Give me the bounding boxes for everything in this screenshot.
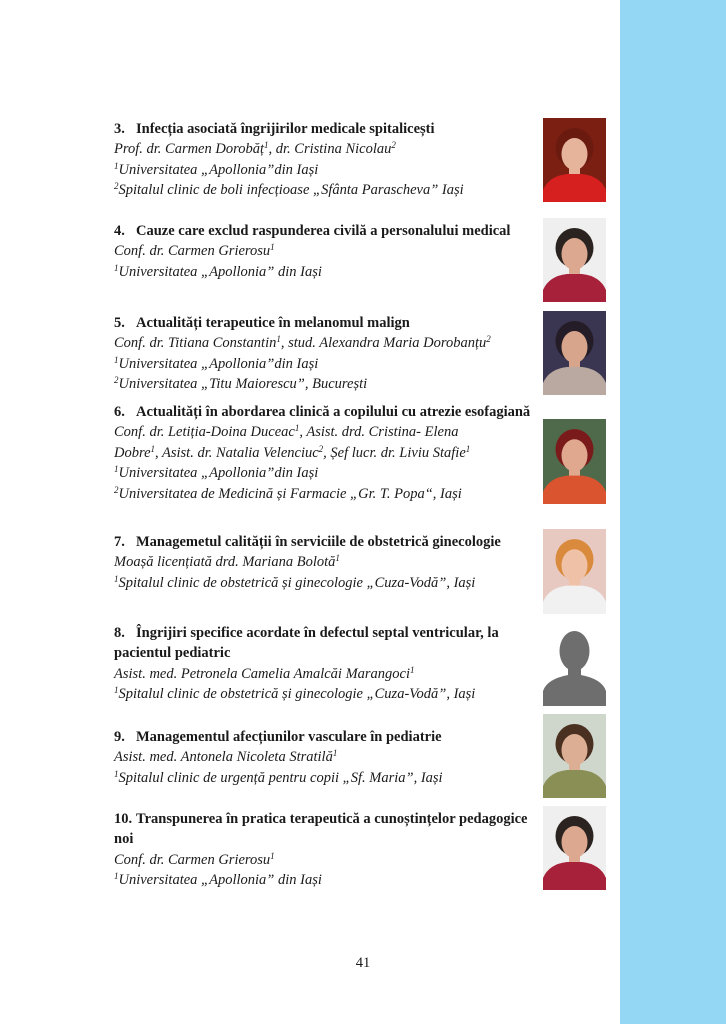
entry-detail-line: [114, 684, 534, 704]
detail-text: , Șef lucr. dr. Liviu Stafie: [323, 444, 466, 461]
affiliation-index: 2: [114, 181, 119, 192]
page-number: 41: [355, 955, 371, 971]
entry-detail-line: [114, 422, 534, 442]
detail-text: , Asist. drd. Cristina- Elena: [299, 424, 459, 441]
author-photo: [543, 118, 606, 202]
affiliation-index: 2: [114, 484, 119, 495]
affiliation-index: 1: [114, 160, 119, 171]
entry-detail-line: [114, 552, 534, 572]
detail-text: Spitalul clinic de boli infecțioase „Sfânta Parascheva” Iași: [118, 182, 464, 199]
affiliation-index: 1: [114, 464, 119, 475]
affiliation-index: 1: [150, 443, 156, 454]
detail-text: Asist. med. Petronela Camelia Amalcăi Marangoci: [114, 665, 411, 682]
detail-text: Universitatea „Apollonia”din Iași: [118, 355, 319, 372]
entry-details: [114, 333, 534, 394]
detail-text: Universitatea „Apollonia” din Iași: [118, 872, 322, 889]
detail-text: , dr. Cristina Nicolau: [268, 141, 392, 158]
entry-title: 4. Cauze care exclud raspunderea civilă a personalului medical: [114, 223, 511, 239]
entry-detail-line: [114, 333, 534, 353]
affiliation-index: 1: [263, 140, 269, 151]
entry-detail-line: [114, 463, 534, 483]
entry-title: 6. Actualități în abordarea clinică a copilului cu atrezie esofagiană: [114, 404, 531, 420]
entry-10: [114, 809, 534, 891]
affiliation-index: 2: [114, 375, 119, 386]
detail-text: Dobre: [114, 444, 151, 461]
entry-detail-line: [114, 768, 534, 788]
entry-4: [114, 221, 534, 282]
affiliation-index: 1: [332, 748, 338, 759]
entry-title: 3. Infecția asociată îngrijirilor medicale spitalicești: [114, 121, 435, 137]
affiliation-index: 1: [410, 664, 415, 675]
affiliation-index: 2: [486, 334, 491, 345]
affiliation-index: 2: [318, 443, 324, 454]
detail-text: Conf. dr. Titiana Constantin: [114, 335, 277, 352]
detail-text: Spitalul clinic de urgență pentru copii „Sf. Maria”, Iași: [118, 769, 443, 786]
entry-detail-line: [114, 354, 534, 374]
entry-detail-line: [114, 139, 534, 159]
entry-6: [114, 402, 534, 504]
author-photo: [543, 714, 606, 798]
affiliation-index: 1: [114, 354, 119, 365]
affiliation-index: 1: [276, 334, 281, 345]
entry-detail-line: [114, 180, 534, 200]
entry-title: 5. Actualități terapeutice în melanomul malign: [114, 315, 410, 331]
entry-detail-line: [114, 664, 534, 684]
affiliation-index: 2: [391, 140, 396, 151]
affiliation-index: 1: [114, 871, 119, 882]
author-photo: [543, 419, 606, 504]
entry-details: [114, 552, 534, 593]
entry-detail-line: [114, 262, 534, 282]
decorative-side-bar: [620, 0, 726, 1024]
entry-details: [114, 850, 534, 891]
entry-title: 7. Managemetul calității în serviciile de obstetrică ginecologie: [114, 534, 501, 550]
affiliation-index: 1: [465, 443, 471, 454]
author-photo: [543, 529, 606, 614]
author-photo: [543, 218, 606, 302]
affiliation-index: 1: [270, 242, 275, 253]
author-photo-placeholder: [543, 621, 606, 706]
entry-title: 9. Managementul afecțiunilor vasculare în pediatrie: [114, 729, 442, 745]
detail-text: Universitatea „Apollonia”din Iași: [118, 465, 319, 482]
affiliation-index: 1: [270, 850, 275, 861]
entry-7: [114, 532, 534, 593]
entry-title: 8. Îngrijiri specifice acordate în defectul septal ventricular, la pacientul pediatric: [114, 625, 499, 662]
entry-9: [114, 727, 534, 788]
entry-title: 10. Transpunerea în pratica terapeutică a cunoștințelor pedagogice noi: [114, 811, 528, 848]
entry-detail-line: [114, 850, 534, 870]
entry-detail-line: [114, 573, 534, 593]
entry-details: [114, 139, 534, 200]
detail-text: Conf. dr. Carmen Grierosu: [114, 243, 271, 260]
detail-text: Spitalul clinic de obstetrică și ginecologie „Cuza-Vodă”, Iași: [118, 686, 476, 703]
affiliation-index: 1: [335, 553, 340, 564]
entry-detail-line: [114, 160, 534, 180]
entry-details: [114, 664, 534, 705]
entry-8: [114, 623, 534, 705]
entry-detail-line: [114, 443, 534, 463]
detail-text: Universitatea „Titu Maiorescu”, București: [118, 376, 368, 393]
entry-details: [114, 747, 534, 788]
entry-detail-line: [114, 241, 534, 261]
affiliation-index: 1: [114, 262, 119, 273]
detail-text: , stud. Alexandra Maria Dorobanțu: [280, 335, 487, 352]
affiliation-index: 1: [114, 685, 119, 696]
author-photo: [543, 311, 606, 395]
detail-text: Universitatea „Apollonia”din Iași: [118, 161, 319, 178]
entry-details: [114, 241, 534, 282]
entry-details: [114, 422, 534, 504]
entry-detail-line: [114, 374, 534, 394]
detail-text: Asist. med. Antonela Nicoleta Stratilă: [114, 749, 333, 766]
detail-text: Moașă licențiată drd. Mariana Bolotă: [114, 554, 336, 571]
detail-text: Universitatea „Apollonia” din Iași: [118, 263, 322, 280]
detail-text: Prof. dr. Carmen Dorobăț: [114, 141, 264, 158]
detail-text: Spitalul clinic de obstetrică și ginecologie „Cuza-Vodă”, Iași: [118, 574, 476, 591]
detail-text: Conf. dr. Carmen Grierosu: [114, 851, 271, 868]
entry-detail-line: [114, 484, 534, 504]
entry-detail-line: [114, 870, 534, 890]
author-photo: [543, 806, 606, 890]
entry-detail-line: [114, 747, 534, 767]
affiliation-index: 1: [294, 423, 300, 434]
detail-text: Conf. dr. Letiția-Doina Duceac: [114, 424, 295, 441]
affiliation-index: 1: [114, 573, 119, 584]
detail-text: Universitatea de Medicină și Farmacie „Gr. T. Popa“, Iași: [118, 485, 462, 502]
affiliation-index: 1: [114, 768, 119, 779]
entry-5: [114, 313, 534, 395]
detail-text: , Asist. dr. Natalia Velenciuc: [155, 444, 319, 461]
entry-3: [114, 119, 534, 201]
